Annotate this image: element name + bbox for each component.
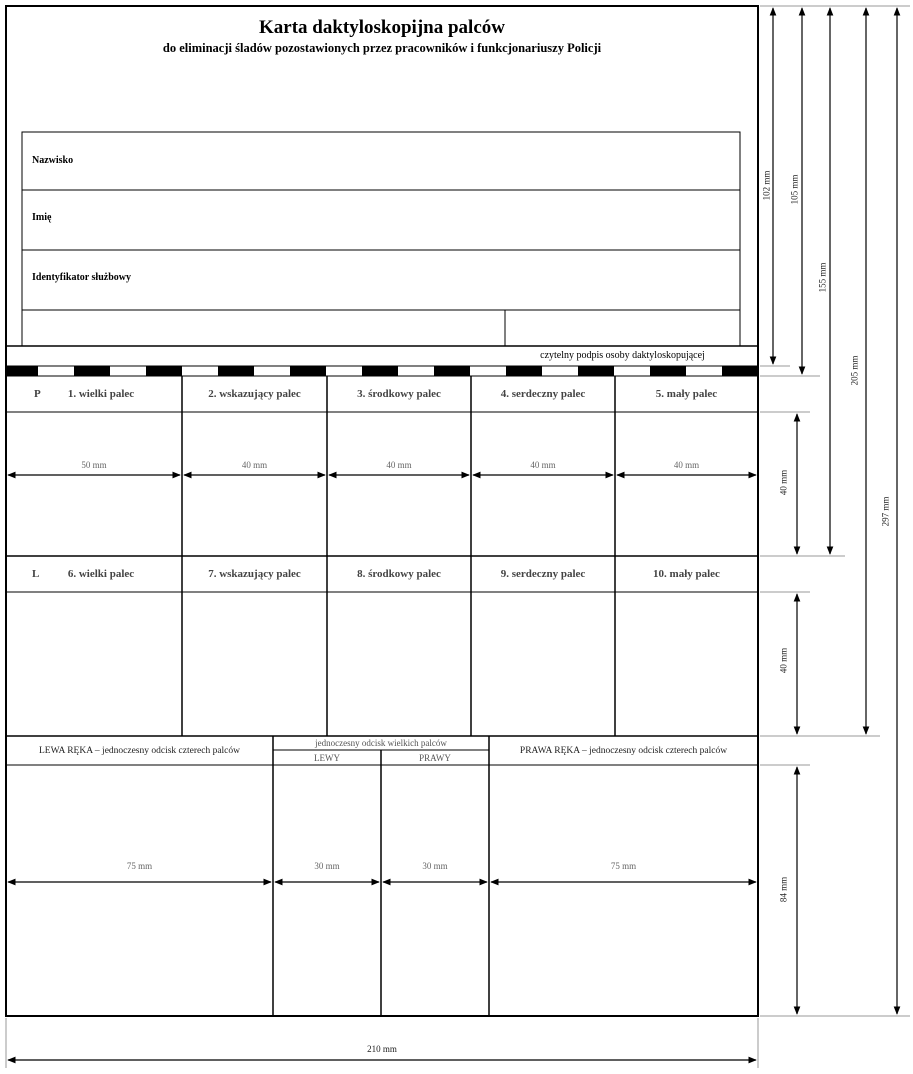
service-id-field[interactable] <box>160 252 738 308</box>
finger-label-9: 9. serdeczny palec <box>500 568 586 580</box>
finger-label-1: 1. wielki palec <box>67 388 135 400</box>
dim-label-105: 105 mm <box>789 174 800 205</box>
dim-label-row1-height: 40 mm <box>778 469 789 496</box>
finger-label-5: 5. mały palec <box>655 388 718 400</box>
fingerprint-box-4[interactable] <box>472 413 614 555</box>
right-thumb-box[interactable] <box>382 766 488 1015</box>
dim-label-102: 102 mm <box>761 170 772 201</box>
fingerprint-box-2[interactable] <box>183 413 326 555</box>
finger-label-6: 6. wielki palec <box>67 568 135 580</box>
fingerprint-box-6[interactable] <box>7 593 181 735</box>
dim-label-row2-height: 40 mm <box>778 647 789 674</box>
signature-label: czytelny podpis osoby daktyloskopującej <box>540 350 705 361</box>
right-thumb-label: PRAWY <box>419 753 451 763</box>
finger-label-4: 4. serdeczny palec <box>500 388 586 400</box>
finger-label-8: 8. środkowy palec <box>357 568 441 580</box>
right-hand-four-fingers-label: PRAWA RĘKA – jednoczesny odcisk czterech palców <box>519 746 728 756</box>
left-thumb-label: LEWY <box>314 753 340 763</box>
width-label-4: 40 mm <box>530 460 556 470</box>
service-id-field-label: Identyfikator służbowy <box>32 272 131 283</box>
dim-label-297: 297 mm <box>880 496 891 527</box>
width-label-right-four: 75 mm <box>610 861 637 871</box>
width-label-3: 40 mm <box>386 460 412 470</box>
fingerprint-box-3[interactable] <box>328 413 470 555</box>
fingerprint-box-5[interactable] <box>616 413 757 555</box>
width-label-left-thumb: 30 mm <box>314 861 340 871</box>
first-name-field-label: Imię <box>32 212 52 223</box>
left-thumb-box[interactable] <box>274 766 380 1015</box>
right-hand-letter: P <box>34 388 41 400</box>
left-hand-four-fingers-label: LEWA RĘKA – jednoczesny odcisk czterech palców <box>38 746 241 756</box>
width-label-2: 40 mm <box>241 460 268 470</box>
fingerprint-box-7[interactable] <box>183 593 326 735</box>
width-label-left-four: 75 mm <box>126 861 153 871</box>
surname-field-label: Nazwisko <box>32 155 74 166</box>
fingerprint-box-1[interactable] <box>7 413 181 555</box>
fingerprint-box-10[interactable] <box>616 593 757 735</box>
finger-label-2: 2. wskazujący palec <box>208 388 301 400</box>
left-hand-letter: L <box>32 568 40 580</box>
first-name-field[interactable] <box>140 192 738 248</box>
dim-label-bottom-height: 84 mm <box>778 876 789 903</box>
cut-strip <box>6 366 758 376</box>
fingerprint-box-9[interactable] <box>472 593 614 735</box>
finger-label-7: 7. wskazujący palec <box>208 568 301 580</box>
right-four-fingers-box[interactable] <box>490 766 757 1015</box>
page-width-label: 210 mm <box>367 1044 397 1054</box>
dim-label-205: 205 mm <box>849 355 860 386</box>
fingerprint-box-8[interactable] <box>328 593 470 735</box>
width-label-right-thumb: 30 mm <box>422 861 448 871</box>
signature-field[interactable] <box>507 312 738 344</box>
finger-label-10: 10. mały palec <box>653 568 720 580</box>
dim-label-155: 155 mm <box>817 262 828 293</box>
left-four-fingers-box[interactable] <box>7 766 272 1015</box>
width-label-1: 50 mm <box>81 460 107 470</box>
surname-field[interactable] <box>140 134 738 188</box>
card-title: Karta daktyloskopijna palców <box>259 17 505 38</box>
finger-label-3: 3. środkowy palec <box>357 388 441 400</box>
card-subtitle: do eliminacji śladów pozostawionych przez pracowników i funkcjonariuszy Policji <box>162 41 602 55</box>
thumbs-label: jednoczesny odcisk wielkich palców <box>315 738 447 748</box>
width-label-5: 40 mm <box>673 460 700 470</box>
